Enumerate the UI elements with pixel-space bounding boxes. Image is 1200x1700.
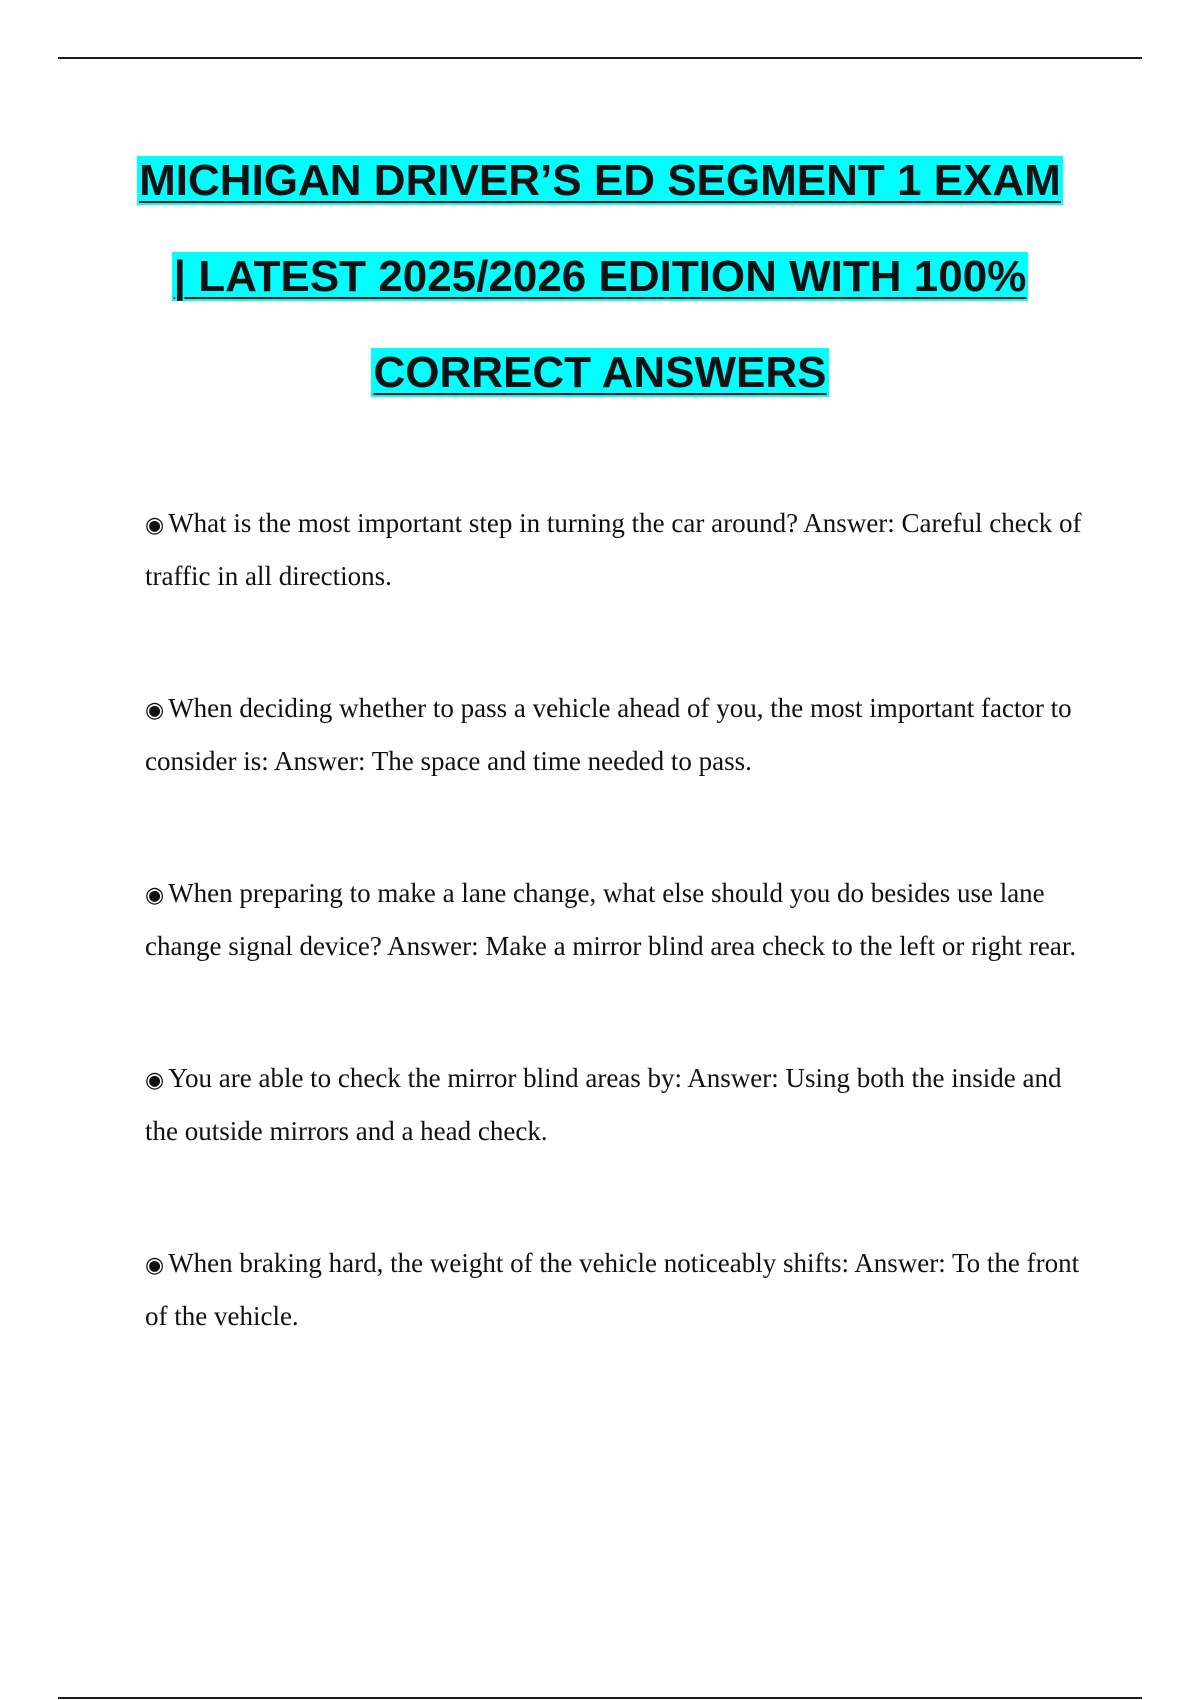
radio-bullet-icon: ◉ [145,1253,165,1278]
title-line-3-text: CORRECT ANSWERS [373,348,827,397]
radio-bullet-icon: ◉ [145,513,165,538]
qa-item-5 [145,1238,1090,1341]
title-line-2 [58,246,1142,342]
qa-item-4 [145,1053,1090,1156]
document-title [58,150,1142,438]
qa-item-2 [145,683,1090,786]
top-rule [58,57,1142,59]
qa-item-text: When braking hard, the weight of the vehicle noticeably shifts: Answer: To the front of the vehicle. [145,1248,1080,1331]
qa-item-1 [145,498,1090,601]
qa-item-3 [145,868,1090,971]
qa-item-text: What is the most important step in turning the car around? Answer: Careful check of traffic in all directions. [145,508,1082,591]
qa-list [145,498,1090,1423]
qa-item-text: When preparing to make a lane change, what else should you do besides use lane change signal device? Answer: Make a mirror blind area check to the left or right rear. [145,878,1077,961]
title-line-1-text: MICHIGAN DRIVER’S ED SEGMENT 1 EXAM [139,156,1061,205]
radio-bullet-icon: ◉ [145,1068,165,1093]
qa-item-text: You are able to check the mirror blind areas by: Answer: Using both the inside and the outside mirrors and a head check. [145,1063,1062,1146]
radio-bullet-icon: ◉ [145,883,165,908]
title-line-1 [58,150,1142,246]
radio-bullet-icon: ◉ [145,698,165,723]
qa-item-text: When deciding whether to pass a vehicle ahead of you, the most important factor to consider is: Answer: The space and time needed to pass. [145,693,1072,776]
title-line-2-text: | LATEST 2025/2026 EDITION WITH 100% [173,252,1027,301]
bottom-rule [58,1697,1142,1699]
title-line-3 [58,342,1142,438]
